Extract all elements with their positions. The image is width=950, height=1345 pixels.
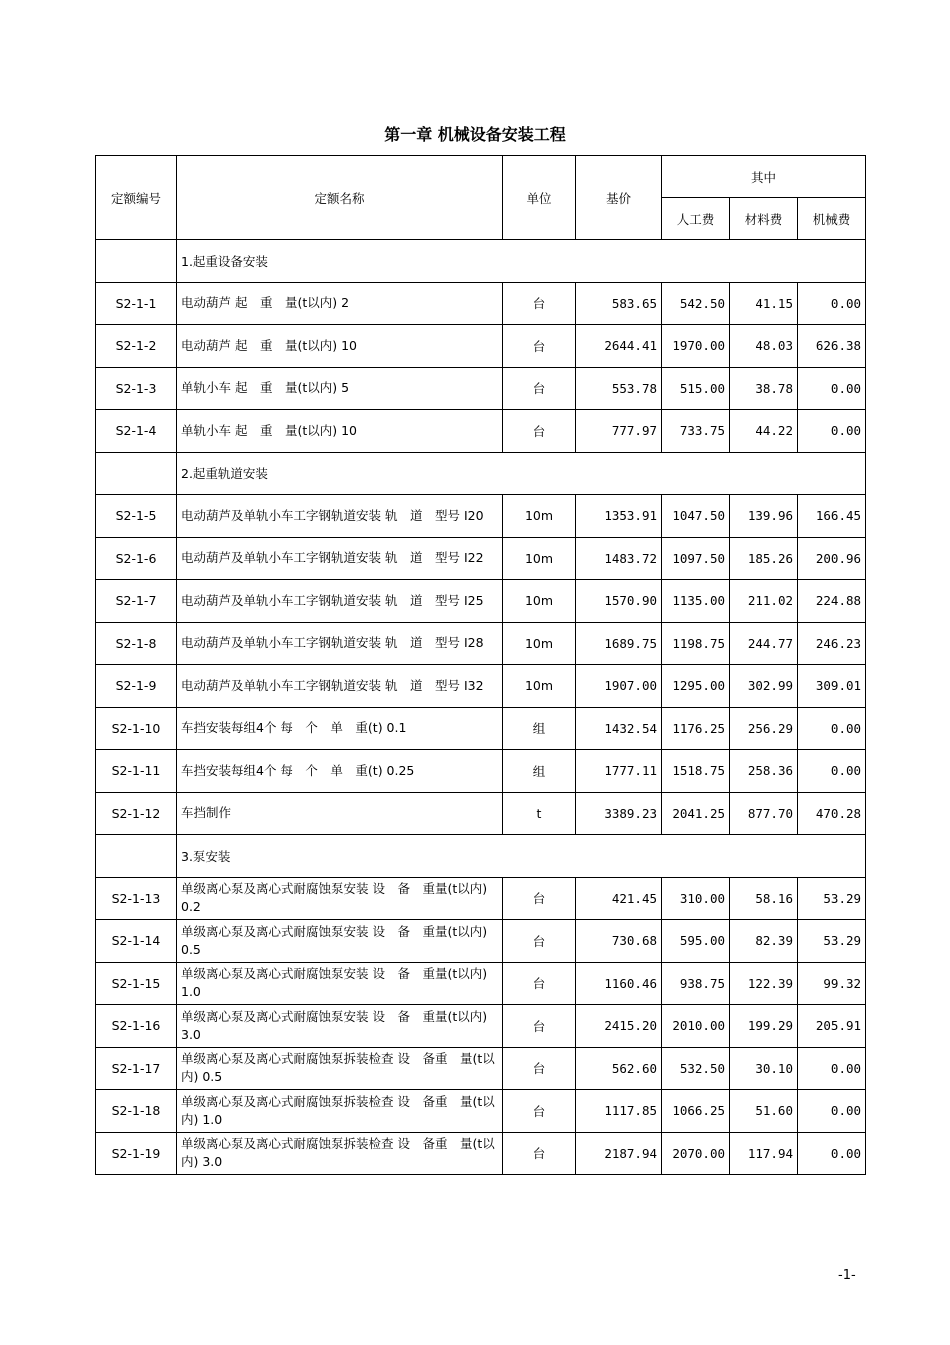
quota-name: 电动葫芦及单轨小车工字钢轨道安装 轨 道 型号 I22 xyxy=(177,537,503,580)
machine-cost: 205.91 xyxy=(798,1005,866,1048)
table-row xyxy=(96,962,866,1005)
base-price: 1160.46 xyxy=(576,962,662,1005)
quota-code: S2-1-1 xyxy=(96,282,177,325)
machine-cost: 0.00 xyxy=(798,367,866,410)
base-price: 1570.90 xyxy=(576,580,662,623)
table-row xyxy=(96,920,866,963)
page-title: 第一章 机械设备安装工程 xyxy=(384,125,566,144)
table-row xyxy=(96,537,866,580)
quota-name: 车挡制作 xyxy=(177,792,503,835)
labor-cost: 733.75 xyxy=(662,410,730,453)
material-cost: 82.39 xyxy=(730,920,798,963)
table-body xyxy=(96,240,866,1175)
machine-cost: 224.88 xyxy=(798,580,866,623)
quota-code: S2-1-10 xyxy=(96,707,177,750)
machine-cost: 99.32 xyxy=(798,962,866,1005)
quota-unit: 台 xyxy=(503,1005,576,1048)
base-price: 1117.85 xyxy=(576,1090,662,1133)
base-price: 1907.00 xyxy=(576,665,662,708)
labor-cost: 2070.00 xyxy=(662,1132,730,1175)
quota-name: 单级离心泵及离心式耐腐蚀泵安装 设 备 重量(t以内) 0.2 xyxy=(177,877,503,920)
header-labor: 人工费 xyxy=(662,198,730,240)
base-price: 1483.72 xyxy=(576,537,662,580)
quota-code: S2-1-2 xyxy=(96,325,177,368)
quota-code: S2-1-18 xyxy=(96,1090,177,1133)
quota-name: 单级离心泵及离心式耐腐蚀泵安装 设 备 重量(t以内) 0.5 xyxy=(177,920,503,963)
quota-code: S2-1-8 xyxy=(96,622,177,665)
quota-name: 电动葫芦及单轨小车工字钢轨道安装 轨 道 型号 I20 xyxy=(177,495,503,538)
labor-cost: 515.00 xyxy=(662,367,730,410)
quota-name: 单轨小车 起 重 量(t以内) 5 xyxy=(177,367,503,410)
labor-cost: 595.00 xyxy=(662,920,730,963)
table-row xyxy=(96,750,866,793)
quota-code: S2-1-12 xyxy=(96,792,177,835)
quota-code: S2-1-13 xyxy=(96,877,177,920)
base-price: 777.97 xyxy=(576,410,662,453)
labor-cost: 1970.00 xyxy=(662,325,730,368)
machine-cost: 166.45 xyxy=(798,495,866,538)
machine-cost: 0.00 xyxy=(798,707,866,750)
table-row xyxy=(96,282,866,325)
quota-unit: 10m xyxy=(503,495,576,538)
quota-name: 单级离心泵及离心式耐腐蚀泵安装 设 备 重量(t以内) 3.0 xyxy=(177,1005,503,1048)
quota-unit: 台 xyxy=(503,1090,576,1133)
machine-cost: 0.00 xyxy=(798,1047,866,1090)
material-cost: 48.03 xyxy=(730,325,798,368)
table-row xyxy=(96,622,866,665)
base-price: 2187.94 xyxy=(576,1132,662,1175)
quota-unit: 组 xyxy=(503,707,576,750)
quota-unit: 10m xyxy=(503,580,576,623)
labor-cost: 310.00 xyxy=(662,877,730,920)
table-row xyxy=(96,410,866,453)
quota-name: 单级离心泵及离心式耐腐蚀泵拆装检查 设 备重 量(t以内) 1.0 xyxy=(177,1090,503,1133)
base-price: 2415.20 xyxy=(576,1005,662,1048)
table-row xyxy=(96,495,866,538)
base-price: 421.45 xyxy=(576,877,662,920)
table-row xyxy=(96,367,866,410)
base-price: 553.78 xyxy=(576,367,662,410)
quota-code: S2-1-7 xyxy=(96,580,177,623)
quota-unit: 台 xyxy=(503,877,576,920)
section-code-cell xyxy=(96,452,177,495)
header-code: 定额编号 xyxy=(96,156,177,240)
quota-name: 单级离心泵及离心式耐腐蚀泵安装 设 备 重量(t以内) 1.0 xyxy=(177,962,503,1005)
quota-unit: 台 xyxy=(503,962,576,1005)
table-row xyxy=(96,707,866,750)
machine-cost: 0.00 xyxy=(798,750,866,793)
material-cost: 58.16 xyxy=(730,877,798,920)
quota-name: 车挡安装每组4个 每 个 单 重(t) 0.25 xyxy=(177,750,503,793)
material-cost: 877.70 xyxy=(730,792,798,835)
material-cost: 44.22 xyxy=(730,410,798,453)
quota-code: S2-1-6 xyxy=(96,537,177,580)
table-row xyxy=(96,1090,866,1133)
quota-name: 电动葫芦 起 重 量(t以内) 10 xyxy=(177,325,503,368)
quota-name: 电动葫芦及单轨小车工字钢轨道安装 轨 道 型号 I32 xyxy=(177,665,503,708)
section-code-cell xyxy=(96,835,177,878)
quota-code: S2-1-11 xyxy=(96,750,177,793)
base-price: 1689.75 xyxy=(576,622,662,665)
machine-cost: 246.23 xyxy=(798,622,866,665)
labor-cost: 542.50 xyxy=(662,282,730,325)
labor-cost: 1066.25 xyxy=(662,1090,730,1133)
machine-cost: 0.00 xyxy=(798,1090,866,1133)
quota-unit: 10m xyxy=(503,665,576,708)
table-row xyxy=(96,1132,866,1175)
quota-unit: 台 xyxy=(503,1047,576,1090)
quota-unit: 台 xyxy=(503,325,576,368)
machine-cost: 0.00 xyxy=(798,282,866,325)
material-cost: 30.10 xyxy=(730,1047,798,1090)
quota-name: 电动葫芦 起 重 量(t以内) 2 xyxy=(177,282,503,325)
base-price: 1353.91 xyxy=(576,495,662,538)
material-cost: 139.96 xyxy=(730,495,798,538)
material-cost: 122.39 xyxy=(730,962,798,1005)
quota-unit: 台 xyxy=(503,410,576,453)
quota-unit: 台 xyxy=(503,367,576,410)
table-row xyxy=(96,325,866,368)
quota-code: S2-1-19 xyxy=(96,1132,177,1175)
table-row xyxy=(96,792,866,835)
machine-cost: 53.29 xyxy=(798,920,866,963)
machine-cost: 309.01 xyxy=(798,665,866,708)
base-price: 730.68 xyxy=(576,920,662,963)
material-cost: 199.29 xyxy=(730,1005,798,1048)
labor-cost: 1295.00 xyxy=(662,665,730,708)
material-cost: 38.78 xyxy=(730,367,798,410)
page-number: -1- xyxy=(838,1268,856,1283)
section-row xyxy=(96,240,866,283)
machine-cost: 53.29 xyxy=(798,877,866,920)
material-cost: 244.77 xyxy=(730,622,798,665)
material-cost: 185.26 xyxy=(730,537,798,580)
quota-unit: 台 xyxy=(503,920,576,963)
base-price: 2644.41 xyxy=(576,325,662,368)
quota-code: S2-1-15 xyxy=(96,962,177,1005)
header-machine: 机械费 xyxy=(798,198,866,240)
labor-cost: 2041.25 xyxy=(662,792,730,835)
header-of-which: 其中 xyxy=(662,156,866,198)
section-label: 3.泵安装 xyxy=(177,835,866,878)
quota-unit: 台 xyxy=(503,1132,576,1175)
labor-cost: 1518.75 xyxy=(662,750,730,793)
header-unit: 单位 xyxy=(503,156,576,240)
quota-code: S2-1-17 xyxy=(96,1047,177,1090)
section-label: 2.起重轨道安装 xyxy=(177,452,866,495)
base-price: 562.60 xyxy=(576,1047,662,1090)
labor-cost: 2010.00 xyxy=(662,1005,730,1048)
quota-table xyxy=(95,155,866,1175)
labor-cost: 938.75 xyxy=(662,962,730,1005)
material-cost: 256.29 xyxy=(730,707,798,750)
base-price: 3389.23 xyxy=(576,792,662,835)
quota-name: 车挡安装每组4个 每 个 单 重(t) 0.1 xyxy=(177,707,503,750)
quota-unit: 10m xyxy=(503,622,576,665)
header-name: 定额名称 xyxy=(177,156,503,240)
table-row xyxy=(96,580,866,623)
base-price: 583.65 xyxy=(576,282,662,325)
header-material: 材料费 xyxy=(730,198,798,240)
section-row xyxy=(96,452,866,495)
material-cost: 51.60 xyxy=(730,1090,798,1133)
header-base-price: 基价 xyxy=(576,156,662,240)
section-row xyxy=(96,835,866,878)
machine-cost: 470.28 xyxy=(798,792,866,835)
table-row xyxy=(96,877,866,920)
machine-cost: 0.00 xyxy=(798,410,866,453)
base-price: 1432.54 xyxy=(576,707,662,750)
section-code-cell xyxy=(96,240,177,283)
labor-cost: 1135.00 xyxy=(662,580,730,623)
quota-name: 单级离心泵及离心式耐腐蚀泵拆装检查 设 备重 量(t以内) 3.0 xyxy=(177,1132,503,1175)
quota-name: 电动葫芦及单轨小车工字钢轨道安装 轨 道 型号 I28 xyxy=(177,622,503,665)
material-cost: 41.15 xyxy=(730,282,798,325)
labor-cost: 532.50 xyxy=(662,1047,730,1090)
section-label: 1.起重设备安装 xyxy=(177,240,866,283)
machine-cost: 200.96 xyxy=(798,537,866,580)
machine-cost: 0.00 xyxy=(798,1132,866,1175)
table-row xyxy=(96,665,866,708)
labor-cost: 1097.50 xyxy=(662,537,730,580)
labor-cost: 1047.50 xyxy=(662,495,730,538)
labor-cost: 1198.75 xyxy=(662,622,730,665)
material-cost: 302.99 xyxy=(730,665,798,708)
quota-name: 电动葫芦及单轨小车工字钢轨道安装 轨 道 型号 I25 xyxy=(177,580,503,623)
table-row xyxy=(96,1047,866,1090)
labor-cost: 1176.25 xyxy=(662,707,730,750)
base-price: 1777.11 xyxy=(576,750,662,793)
quota-name: 单级离心泵及离心式耐腐蚀泵拆装检查 设 备重 量(t以内) 0.5 xyxy=(177,1047,503,1090)
quota-code: S2-1-3 xyxy=(96,367,177,410)
quota-code: S2-1-16 xyxy=(96,1005,177,1048)
quota-code: S2-1-14 xyxy=(96,920,177,963)
quota-unit: 台 xyxy=(503,282,576,325)
quota-code: S2-1-4 xyxy=(96,410,177,453)
table-row xyxy=(96,1005,866,1048)
material-cost: 117.94 xyxy=(730,1132,798,1175)
quota-code: S2-1-9 xyxy=(96,665,177,708)
quota-unit: 组 xyxy=(503,750,576,793)
material-cost: 211.02 xyxy=(730,580,798,623)
machine-cost: 626.38 xyxy=(798,325,866,368)
quota-code: S2-1-5 xyxy=(96,495,177,538)
material-cost: 258.36 xyxy=(730,750,798,793)
quota-name: 单轨小车 起 重 量(t以内) 10 xyxy=(177,410,503,453)
quota-unit: t xyxy=(503,792,576,835)
quota-unit: 10m xyxy=(503,537,576,580)
